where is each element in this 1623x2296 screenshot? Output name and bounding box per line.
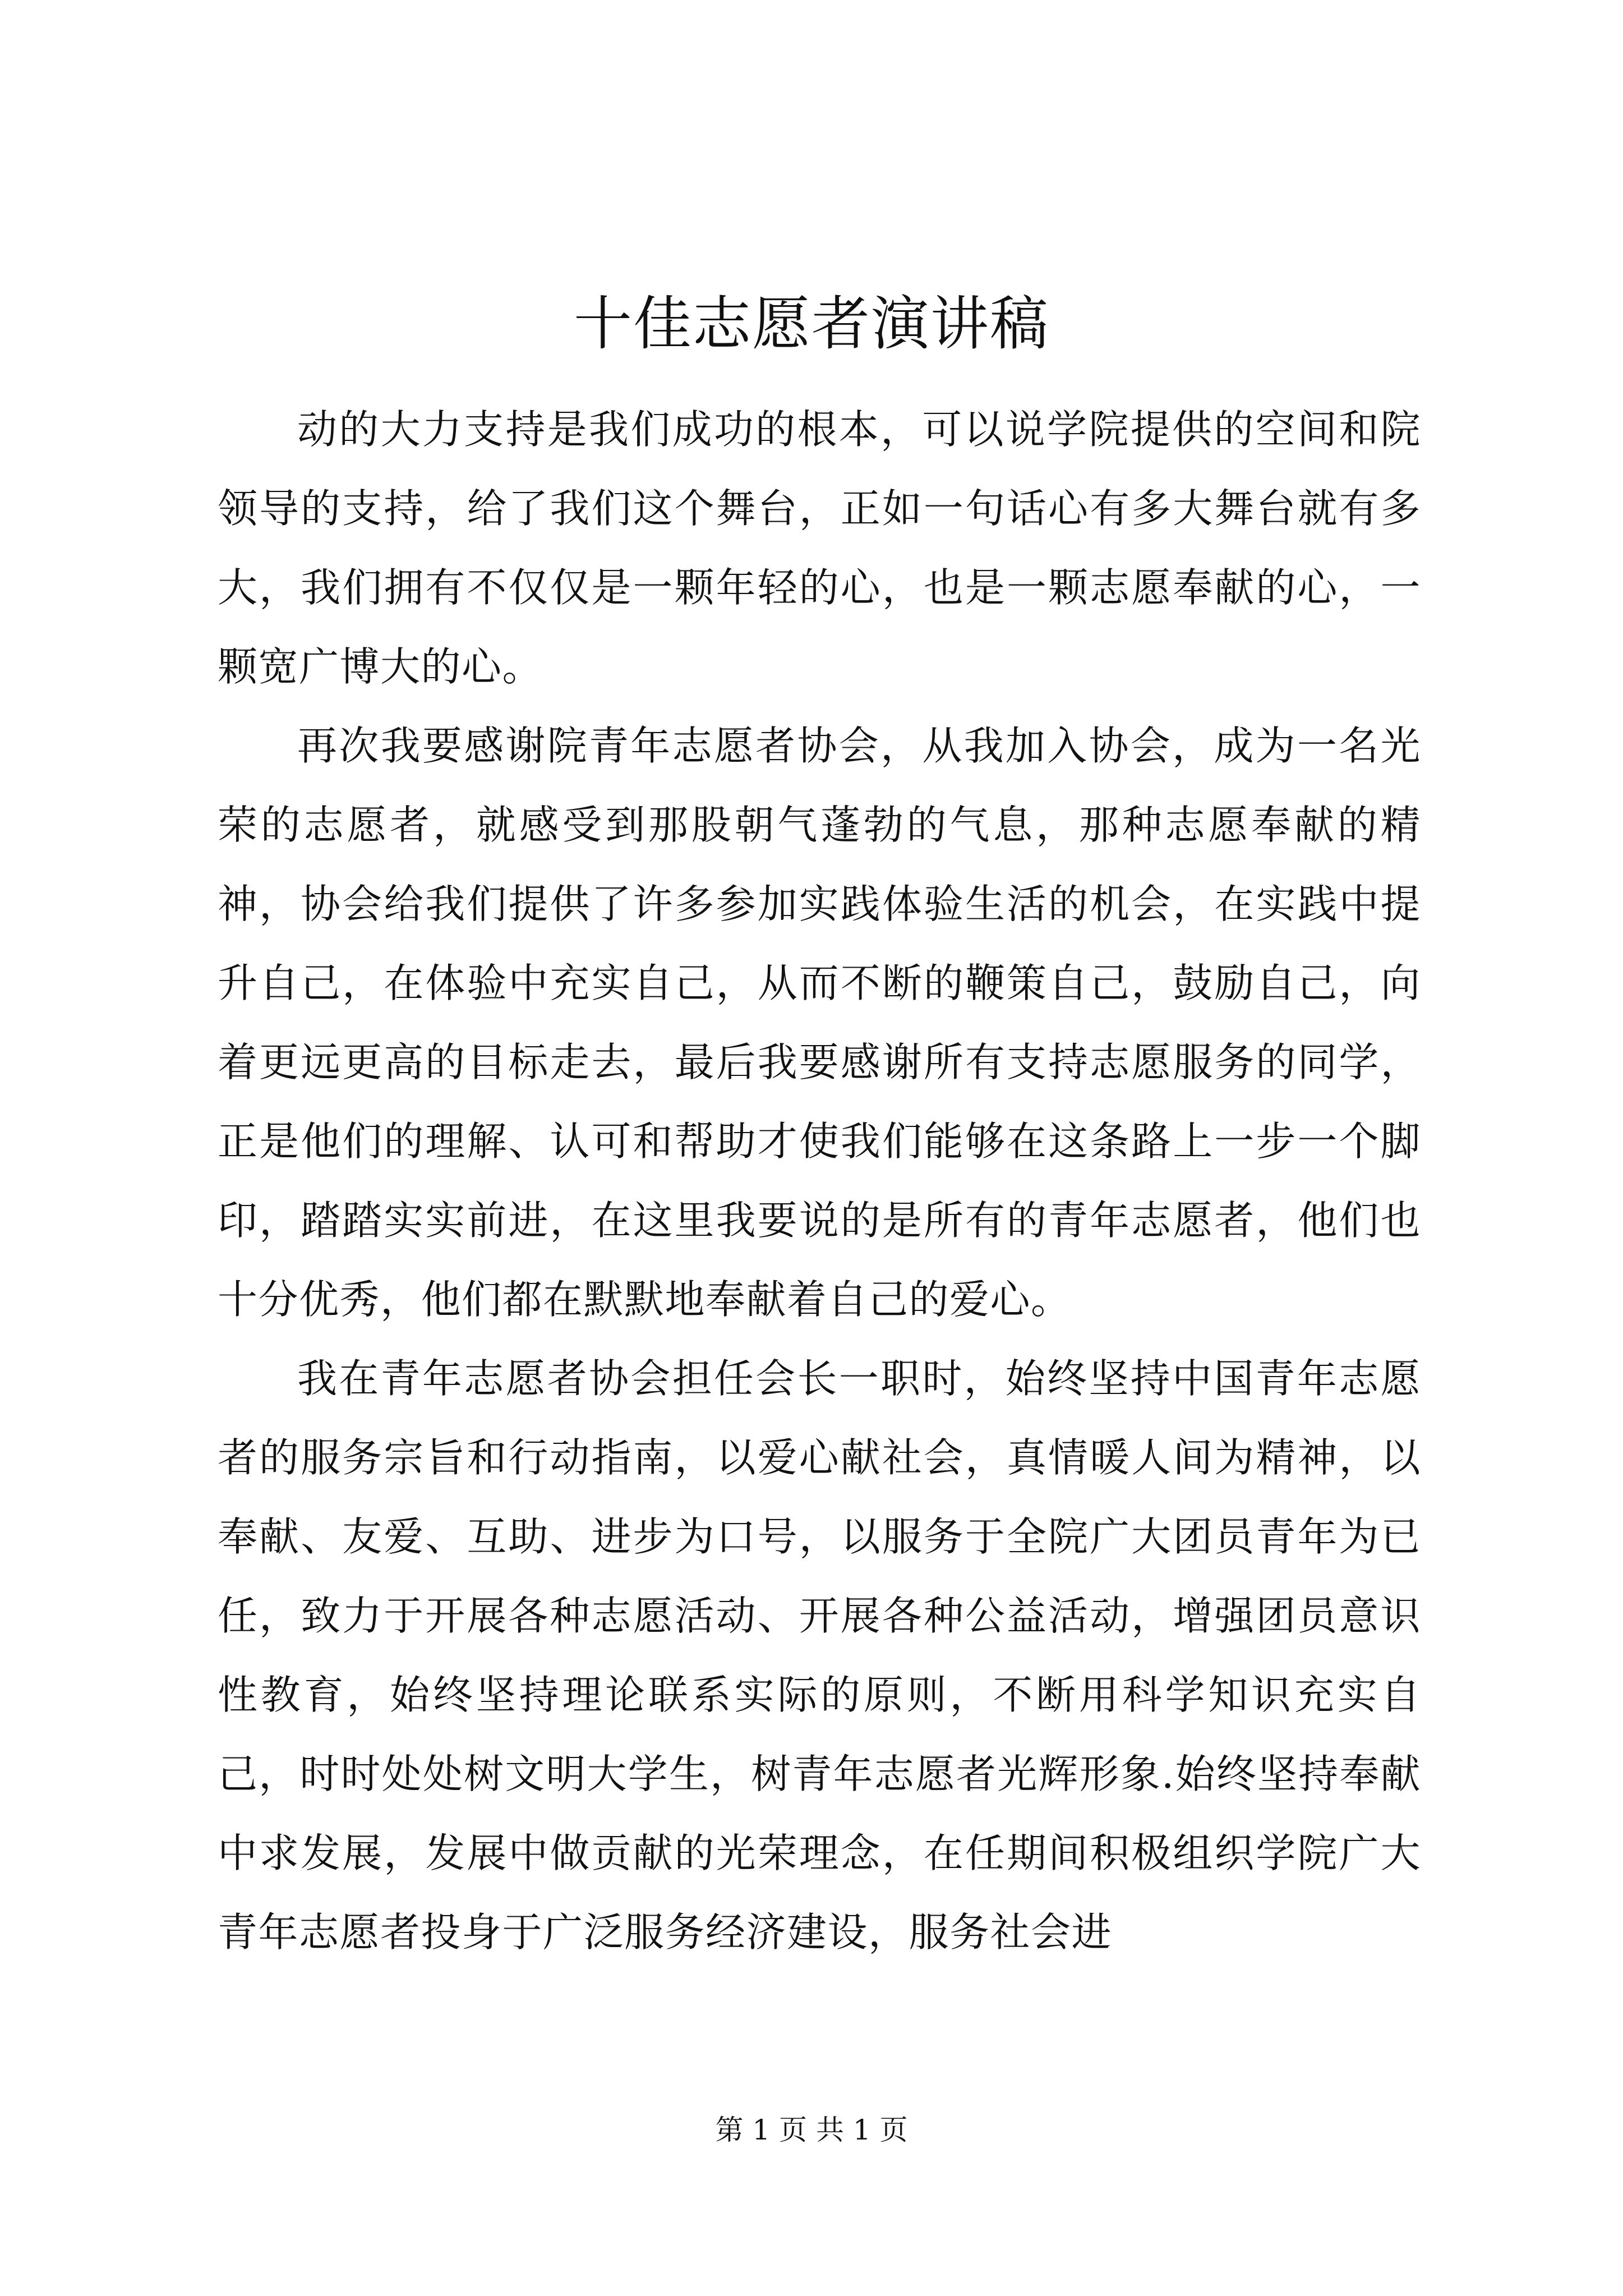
paragraph-1: 动的大力支持是我们成功的根本，可以说学院提供的空间和院领导的支持，给了我们这个舞台，正如一句话心有多大舞台就有多大，我们拥有不仅仅是一颗年轻的心，也是一颗志愿奉献的心，一颗宽广博大的心。 <box>218 406 1421 690</box>
paragraph-3: 我在青年志愿者协会担任会长一职时，始终坚持中国青年志愿者的服务宗旨和行动指南，以爱心献社会，真情暖人间为精神，以奉献、友爱、互助、进步为口号，以服务于全院广大团员青年为已任，致力于开展各种志愿活动、开展各种公益活动，增强团员意识性教育，始终坚持理论联系实际的原则，不断用科学知识充实自己，时时处处树文明大学生，树青年志愿者光辉形象.始终坚持奉献中求发展，发展中做贡献的光荣理念，在任期间积极组织学院广大青年志愿者投身于广泛服务经济建设，服务社会进 <box>218 1355 1421 1955</box>
document-title: 十佳志愿者演讲稿 <box>573 289 1049 358</box>
page-footer: 第 1 页 共 1 页 <box>715 2114 908 2146</box>
document-body <box>218 390 1421 1972</box>
paragraph-2: 再次我要感谢院青年志愿者协会，从我加入协会，成为一名光荣的志愿者，就感受到那股朝气蓬勃的气息，那种志愿奉献的精神，协会给我们提供了许多参加实践体验生活的机会，在实践中提升自己，在体验中充实自己，从而不断的鞭策自己，鼓励自己，向着更远更高的目标走去，最后我要感谢所有支持志愿服务的同学，正是他们的理解、认可和帮助才使我们能够在这条路上一步一个脚印，踏踏实实前进，在这里我要说的是所有的青年志愿者，他们也十分优秀，他们都在默默地奉献着自己的爱心。 <box>218 723 1421 1323</box>
